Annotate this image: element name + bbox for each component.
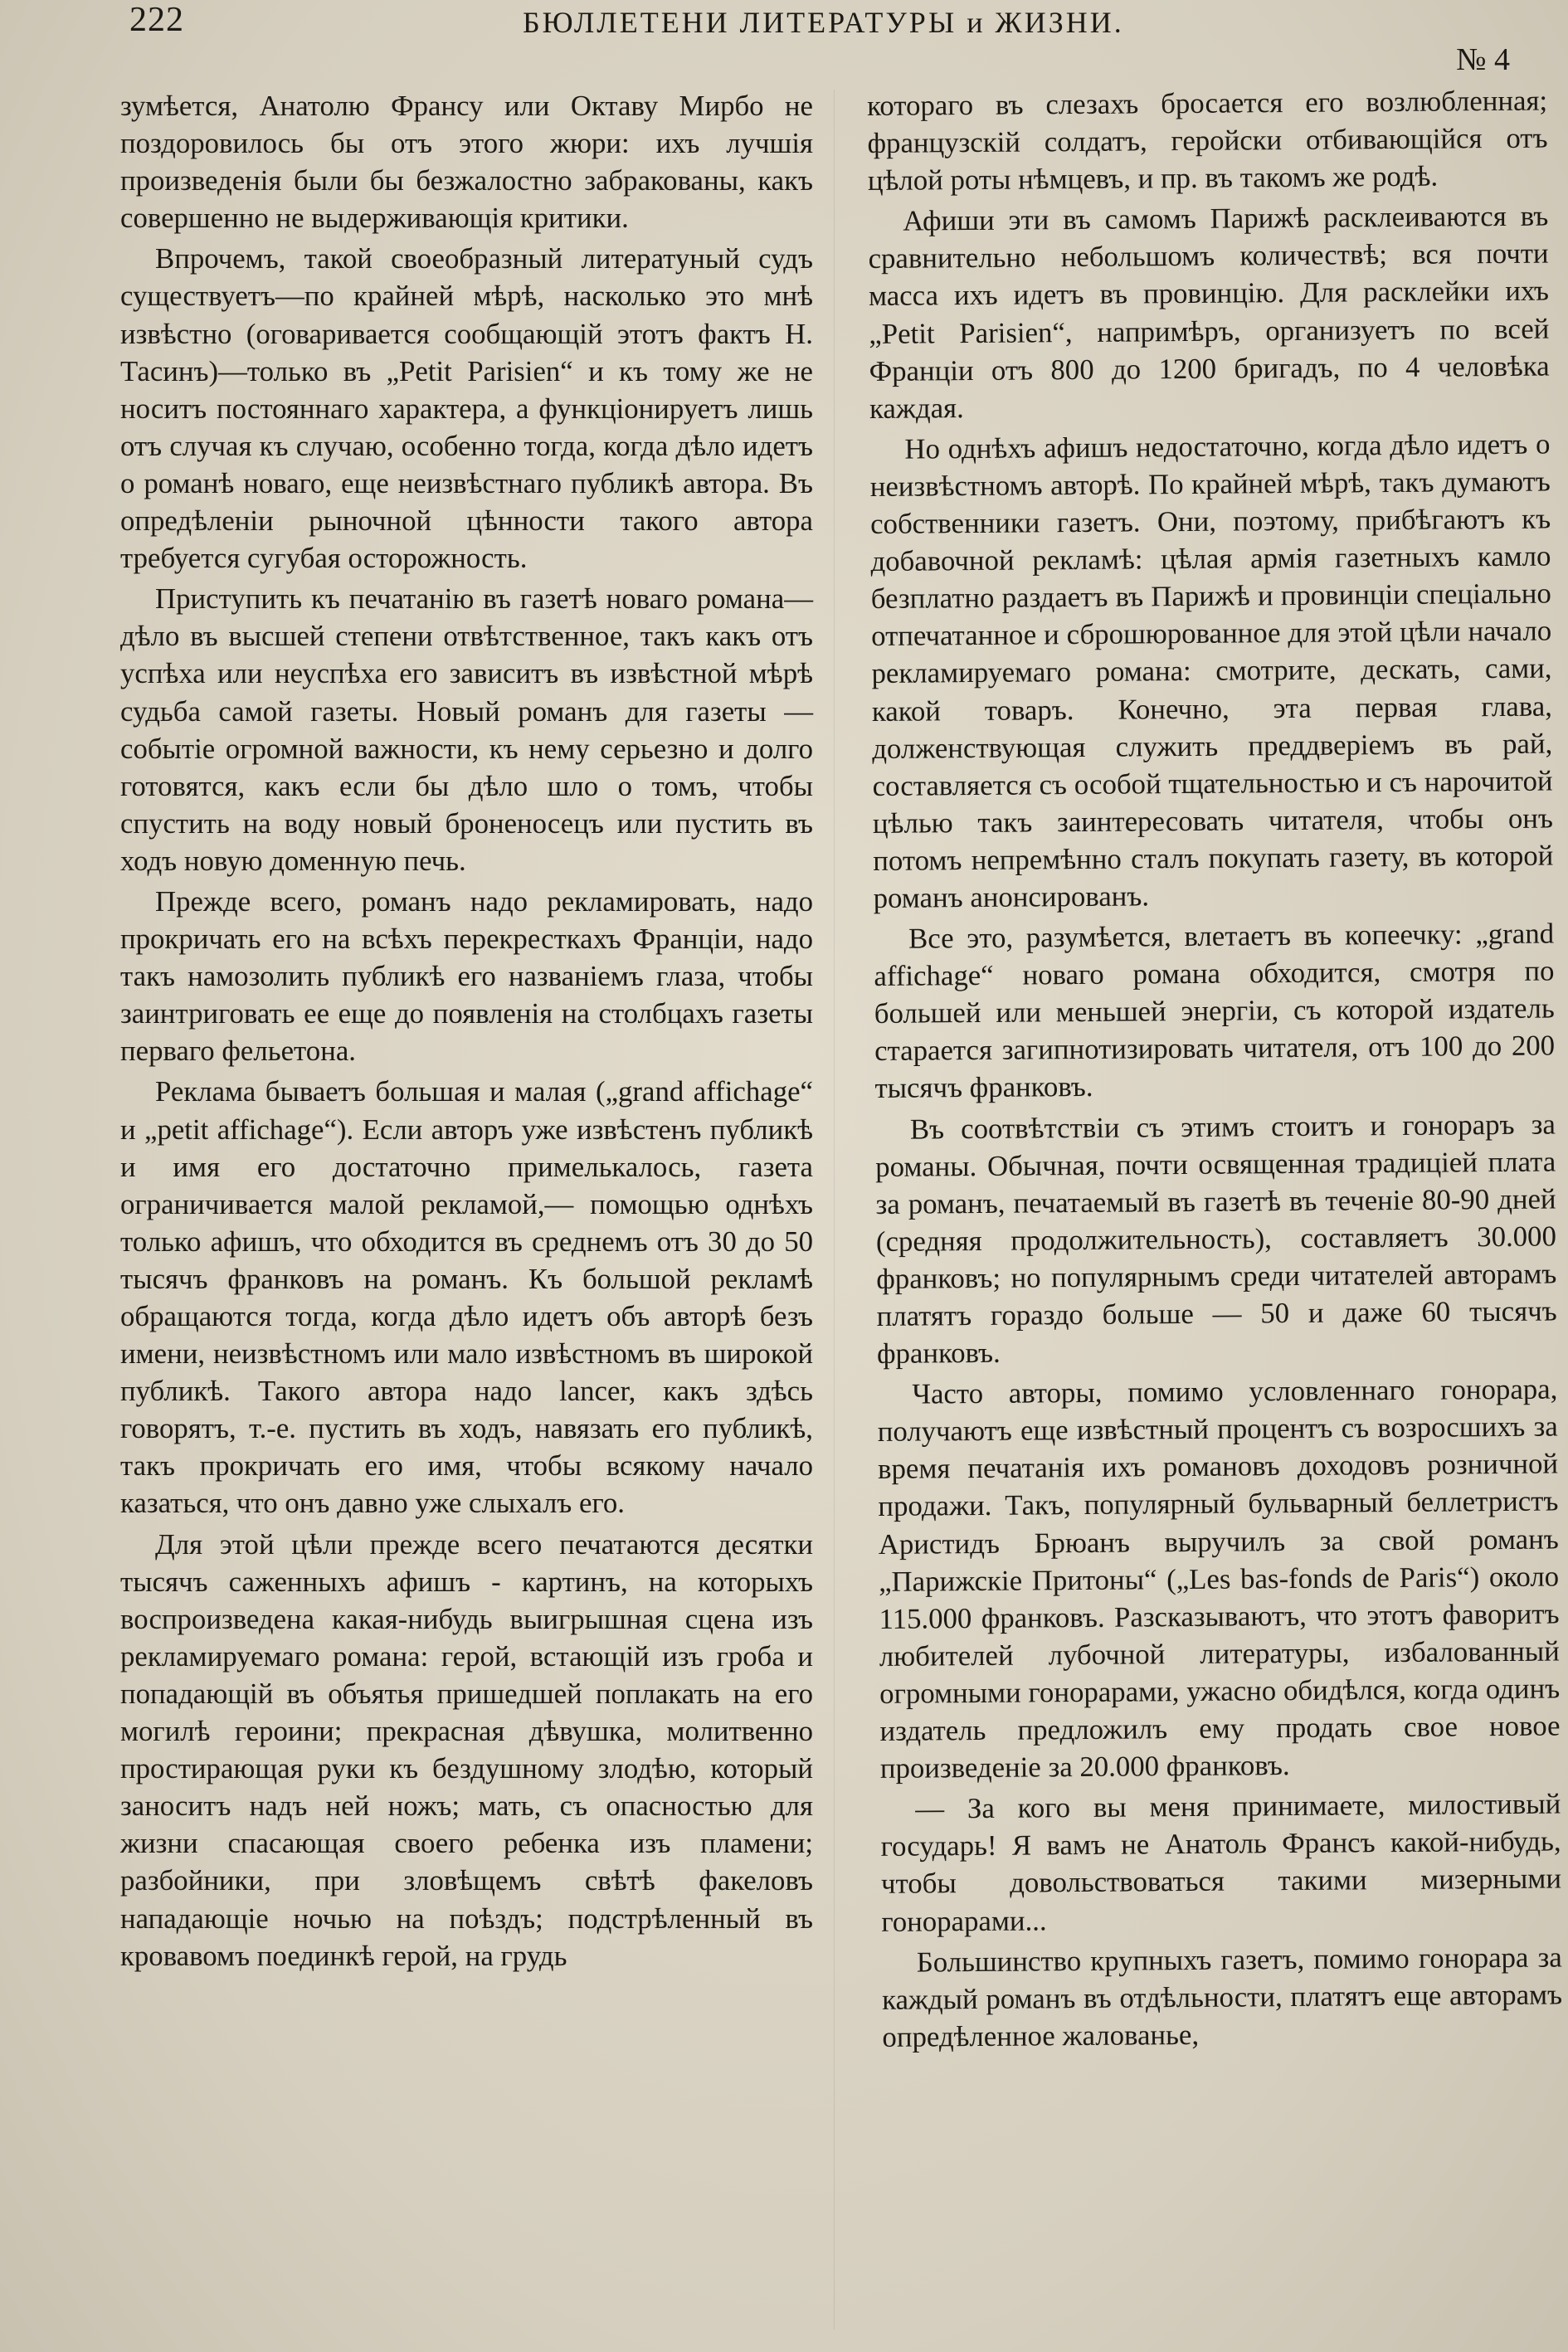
paragraph: Въ соотвѣтствіи съ этимъ стоитъ и гонораръ за романы. Обычная, почти освященная традиціей плата за романъ, печатаемый въ газетѣ въ теченіе 80-90 дней (средняя продолжительность), составляетъ 30.000 франковъ; но популярнымъ среди читателей авторамъ платятъ гораздо больше — 50 и даже 60 тысячъ франковъ. [875, 1108, 1557, 1371]
paragraph: Впрочемъ, такой своеобразный литератуный судъ существуетъ—по крайней мѣрѣ, насколько это мнѣ извѣстно (оговаривается сообщающій этотъ фактъ Н. Тасинъ)—только въ „Petit Parisien“ и къ тому же не носитъ постояннаго характера, а функціонируетъ лишь отъ случая къ случаю, особенно тогда, когда дѣло идетъ о романѣ новаго, еще неизвѣстнаго публикѣ автора. Въ опредѣленіи рыночной цѣнности такого автора требуется сугубая осторожность. [120, 242, 813, 575]
paragraph: Афиши эти въ самомъ Парижѣ расклеиваются въ сравнительно небольшомъ количествѣ; вся почти масса ихъ идетъ въ провинцію. Для расклейки ихъ „Petit Parisien“, напримѣръ, организуетъ по всей Франціи отъ 800 до 1200 бригадъ, по 4 человѣка каждая. [868, 199, 1550, 425]
right-column [867, 82, 1563, 2059]
paragraph: Все это, разумѣется, влетаетъ въ копеечку: „grand affichage“ новаго романа обходится, смотря по большей или меньшей энергіи, съ которой издатель старается загипнотизировать читателя, отъ 100 до 200 тысячъ франковъ. [874, 917, 1556, 1105]
issue-number: № 4 [1456, 42, 1510, 77]
paragraph: зумѣется, Анатолю Франсу или Октаву Мирбо не поздоровилось бы отъ этого жюри: ихъ лучшія произведенія были бы безжалостно забракованы, какъ совершенно не выдерживающія критики. [120, 90, 813, 235]
paragraph: Но однѣхъ афишъ недостаточно, когда дѣло идетъ о неизвѣстномъ авторѣ. По крайней мѣрѣ, такъ думаютъ собственники газетъ. Они, поэтому, прибѣгаютъ къ добавочной рекламѣ: цѣлая армія газетныхъ камло безплатно раздаетъ въ Парижѣ и провинціи спеціально отпечатанное и сброшюрованное для этой цѣли начало рекламируемаго романа: смотрите, дескать, сами, какой товаръ. Конечно, эта первая глава, долженствующая служить преддверіемъ въ рай, составляется съ особой тщательностью и съ нарочитой цѣлью такъ заинтересовать читателя, чтобы онъ потомъ непремѣнно сталъ покупать газету, въ которой романъ анонсированъ. [869, 427, 1554, 914]
paragraph: Приступить къ печатанію въ газетѣ новаго романа—дѣло въ высшей степени отвѣтственное, такъ какъ отъ успѣха или неуспѣха его зависитъ въ извѣстной мѣрѣ судьба самой газеты. Новый романъ для газеты — событіе огромной важности, къ нему серьезно и долго готовятся, какъ если бы дѣло шло о томъ, чтобы спустить на воду новый броненосецъ или пустить въ ходъ новую доменную печь. [120, 582, 813, 877]
column-gutter [834, 90, 835, 2330]
paragraph: — За кого вы меня принимаете, милостивый государь! Я вамъ не Анатоль Франсъ какой-нибудь, чтобы довольствоваться такими мизерными гонорарами... [880, 1787, 1562, 1938]
paragraph: Часто авторы, помимо условленнаго гонорара, получаютъ еще извѣстный процентъ съ возросшихъ за время печатанія ихъ романовъ доходовъ розничной продажи. Такъ, популярный бульварный беллетристъ Аристидъ Брюанъ выручилъ за свой романъ „Парижскіе Притоны“ („Les bas-fonds de Paris“) около 115.000 франковъ. Разсказываютъ, что этотъ фаворитъ любителей лубочной литературы, избалованный огромными гонорарами, ужасно обидѣлся, когда одинъ издатель предложилъ ему продать свое новое произведеніе за 20.000 франковъ. [877, 1372, 1561, 1785]
running-title: БЮЛЛЕТЕНИ ЛИТЕРАТУРЫ и ЖИЗНИ. [523, 6, 1124, 39]
paragraph: Большинство крупныхъ газетъ, помимо гонорара за каждый романъ въ отдѣльности, платятъ еще авторамъ опредѣленное жалованье, [881, 1941, 1563, 2053]
paragraph: котораго въ слезахъ бросается его возлюбленная; французскій солдатъ, геройски отбивающійся отъ цѣлой роты нѣмцевъ, и пр. въ такомъ же родѣ. [867, 84, 1548, 197]
paragraph: Прежде всего, романъ надо рекламировать, надо прокричать его на всѣхъ перекресткахъ Франціи, надо такъ намозолить публикѣ его названіемъ глаза, чтобы заинтриговать ее еще до появленія на столбцахъ газеты перваго фельетона. [120, 884, 813, 1068]
left-column [120, 87, 813, 1978]
page-header [124, 0, 1518, 77]
paragraph: Реклама бываетъ большая и малая („grand affichage“ и „petit affichage“). Если авторъ уже извѣстенъ публикѣ и имя его достаточно примелькалось, газета ограничивается малой рекламой,— помощью однѣхъ только афишъ, что обходится въ среднемъ отъ 30 до 50 тысячъ франковъ на романъ. Къ большой рекламѣ обращаются тогда, когда дѣло идетъ объ авторѣ безъ имени, неизвѣстномъ или мало извѣстномъ въ широкой публикѣ. Такого автора надо lancer, какъ здѣсь говорятъ, т.-е. пустить въ ходъ, навязать его публикѣ, такъ прокричать его имя, чтобы всякому начало казаться, что онъ давно уже слыхалъ его. [120, 1075, 813, 1520]
page-number: 222 [129, 1, 184, 39]
paragraph: Для этой цѣли прежде всего печатаются десятки тысячъ саженныхъ афишъ - картинъ, на которыхъ воспроизведена какая-нибудь выигрышная сцена изъ рекламируемаго романа: герой, встающій изъ гроба и попадающій въ объятья пришедшей поплакать на его могилѣ героини; прекрасная дѣвушка, молитвенно простирающая руки къ бездушному злодѣю, который заноситъ надъ ней ножъ; мать, съ опасностью для жизни спасающая своего ребенка изъ пламени; разбойники, при зловѣщемъ свѣтѣ факеловъ нападающіе ночью на поѣздъ; подстрѣленный въ кровавомъ поединкѣ герой, на грудь [120, 1527, 813, 1972]
